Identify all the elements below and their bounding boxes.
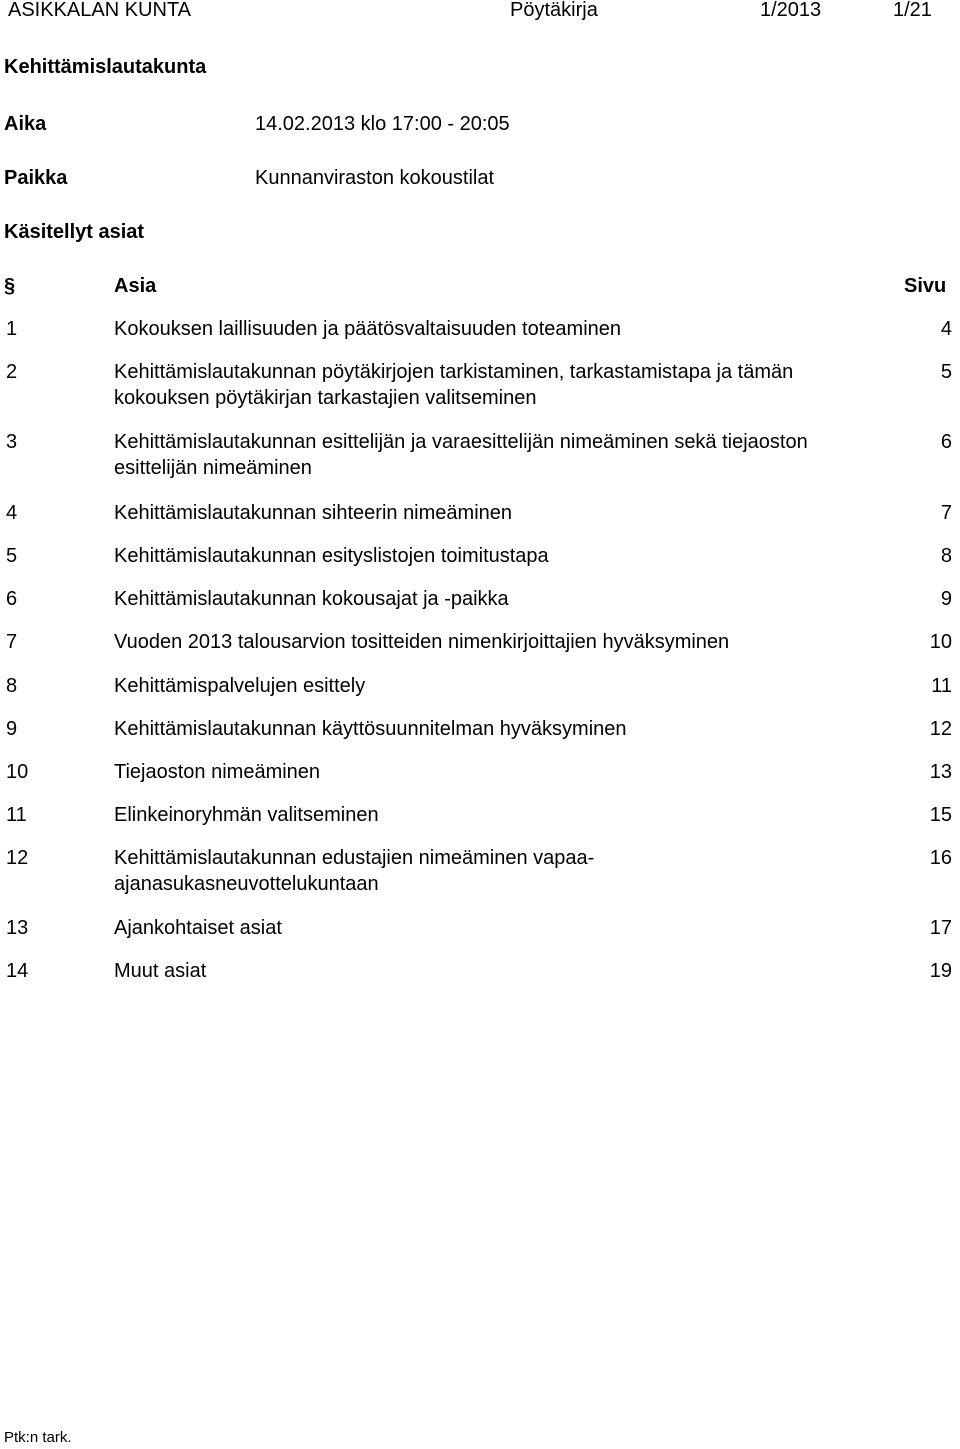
agenda-item-page: 13 — [929, 761, 952, 783]
agenda-item-page: 7 — [940, 502, 952, 524]
agenda-item-number: 14 — [6, 960, 29, 982]
agenda-item-number: 8 — [6, 675, 18, 697]
agenda-item-title: Vuoden 2013 talousarvion tositteiden nimenkirjoittajien hyväksyminen — [114, 631, 730, 653]
agenda-item-title: Kehittämislautakunnan esityslistojen toimitustapa — [114, 545, 549, 567]
section-sign-icon: § — [4, 275, 16, 297]
document-type: Pöytäkirja — [510, 0, 598, 21]
agenda-item-title: Kokouksen laillisuuden ja päätösvaltaisuuden toteaminen — [114, 318, 622, 340]
agenda-item-title: Tiejaoston nimeäminen — [114, 761, 321, 783]
agenda-item-title: Kehittämislautakunnan edustajien nimeäminen vapaa-ajanasukasneuvottelukuntaan — [114, 847, 595, 895]
agenda-item-number: 6 — [6, 588, 18, 610]
column-header-page: Sivu — [904, 275, 947, 297]
agenda-item-number: 10 — [6, 761, 29, 783]
organization-name: ASIKKALAN KUNTA — [8, 0, 192, 21]
agenda-item-page: 4 — [940, 318, 952, 340]
agenda-item-number: 2 — [6, 361, 18, 383]
agenda-item-number: 12 — [6, 847, 29, 869]
agenda-item-page: 16 — [929, 847, 952, 869]
place-value: Kunnanviraston kokoustilat — [255, 167, 495, 189]
agenda-item-page: 8 — [940, 545, 952, 567]
agenda-item-page: 17 — [929, 917, 952, 939]
agenda-item-title: Elinkeinoryhmän valitseminen — [114, 804, 379, 826]
page-number: 1/21 — [893, 0, 932, 21]
agenda-item-number: 4 — [6, 502, 18, 524]
agenda-item-number: 1 — [6, 318, 18, 340]
agenda-item-number: 5 — [6, 545, 18, 567]
agenda-item-page: 12 — [929, 718, 952, 740]
agenda-item-title: Ajankohtaiset asiat — [114, 917, 282, 939]
agenda-item-page: 10 — [929, 631, 952, 653]
agenda-item-page: 11 — [931, 675, 952, 697]
agenda-item-title: Kehittämislautakunnan esittelijän ja varaesittelijän nimeäminen sekä tiejaoston esittelijän nimeäminen — [114, 431, 808, 479]
agenda-item-title: Kehittämispalvelujen esittely — [114, 675, 366, 697]
agenda-item-page: 5 — [940, 361, 952, 383]
agenda-item-title: Muut asiat — [114, 960, 207, 982]
agenda-item-number: 13 — [6, 917, 29, 939]
agenda-item-number: 9 — [6, 718, 18, 740]
agenda-item-page: 6 — [940, 431, 952, 453]
agenda-item-page: 19 — [929, 960, 952, 982]
agenda-item-title: Kehittämislautakunnan pöytäkirjojen tarkistaminen, tarkastamistapa ja tämän kokouksen pöytäkirjan tarkastajien valitseminen — [114, 361, 794, 409]
agenda-item-title: Kehittämislautakunnan kokousajat ja -paikka — [114, 588, 509, 610]
time-value: 14.02.2013 klo 17:00 - 20:05 — [255, 113, 510, 135]
place-label: Paikka — [4, 167, 68, 189]
footer-initials-label: Ptk:n tark. — [4, 1429, 72, 1446]
agenda-item-page: 15 — [929, 804, 952, 826]
agenda-item-title: Kehittämislautakunnan käyttösuunnitelman hyväksyminen — [114, 718, 627, 740]
agenda-item-number: 7 — [6, 631, 18, 653]
column-header-subject: Asia — [114, 275, 157, 297]
agenda-item-title: Kehittämislautakunnan sihteerin nimeäminen — [114, 502, 513, 524]
agenda-item-number: 3 — [6, 431, 18, 453]
agenda-item-page: 9 — [940, 588, 952, 610]
agenda-item-number: 11 — [6, 804, 27, 826]
handled-items-heading: Käsitellyt asiat — [4, 221, 145, 243]
committee-title: Kehittämislautakunta — [4, 56, 207, 78]
time-label: Aika — [4, 113, 47, 135]
document-number: 1/2013 — [760, 0, 822, 21]
